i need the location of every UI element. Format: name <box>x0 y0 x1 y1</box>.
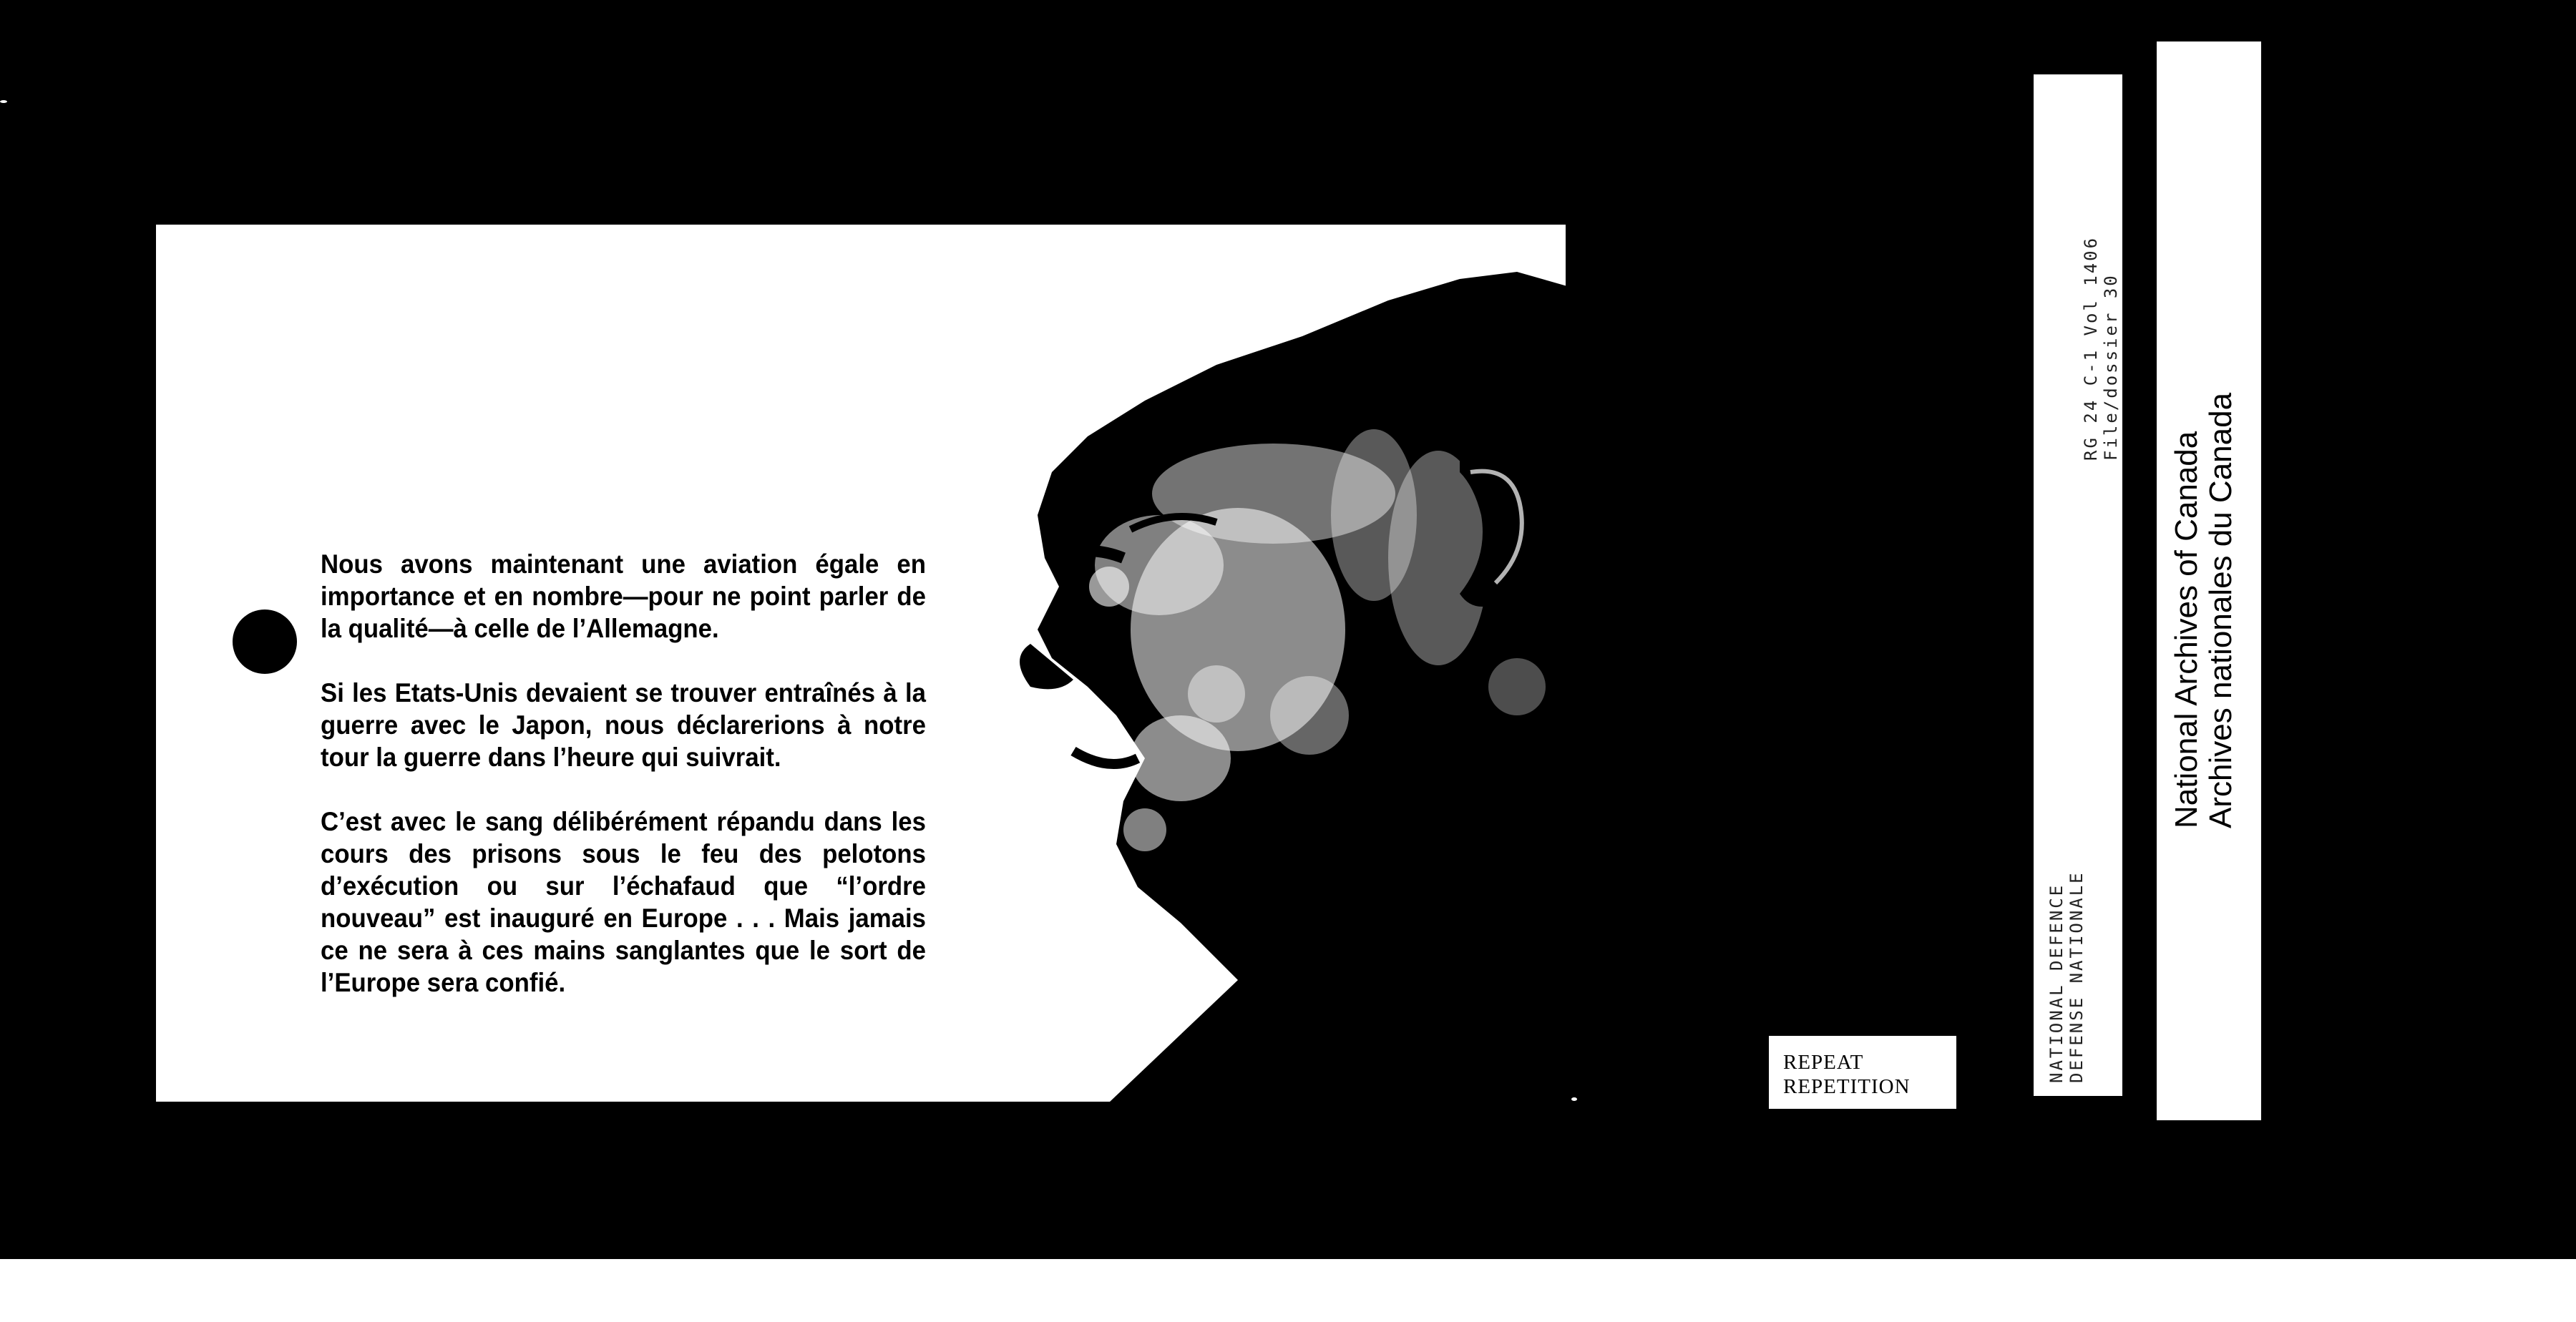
leaflet-text <box>321 548 926 1031</box>
scan-speck <box>212 265 216 269</box>
reference-line2: File/dossier 30 <box>2101 273 2121 461</box>
repeat-label <box>1769 1036 1956 1109</box>
scan-bottom-edge <box>0 1259 2576 1322</box>
paragraph-ordre-nouveau: C’est avec le sang délibérément répandu dans les cours des prisons sous le feu des pelotons d’exécution ou sur l’échafaud que “l’ordre nouveau” est inauguré en Europe . . . Mais jamais ce ne sera à ces mains sanglantes que le sort de l’Europe sera confié. <box>321 807 926 997</box>
repeat-label-line2: REPETITION <box>1783 1075 1911 1098</box>
archives-strip <box>2157 41 2261 1120</box>
churchill-portrait <box>1002 258 1567 1116</box>
repeat-label-line1: REPEAT <box>1783 1051 1864 1074</box>
paragraph-aviation: Nous avons maintenant une aviation égale en importance et en nombre—pour ne point parler de la qualité—à celle de l’Allemagne. <box>321 549 926 643</box>
archives-strip-line2: Archives nationales du Canada <box>2203 392 2238 828</box>
defence-strip-line1: NATIONAL DEFENCE <box>2046 883 2067 1083</box>
defence-strip-line2: DEFENSE NATIONALE <box>2067 871 2087 1083</box>
archives-strip-line1: National Archives of Canada <box>2169 431 2204 828</box>
scan-speck <box>1571 1097 1577 1101</box>
defence-strip <box>2034 74 2122 1096</box>
scan-speck <box>0 100 7 103</box>
reference-line1: RG 24 C-1 Vol 1406 <box>2081 235 2101 461</box>
paragraph-japon: Si les Etats-Unis devaient se trouver entraînés à la guerre avec le Japon, nous déclarerions à notre tour la guerre dans l’heure qui suivrait. <box>321 678 926 772</box>
punch-hole <box>233 609 297 674</box>
